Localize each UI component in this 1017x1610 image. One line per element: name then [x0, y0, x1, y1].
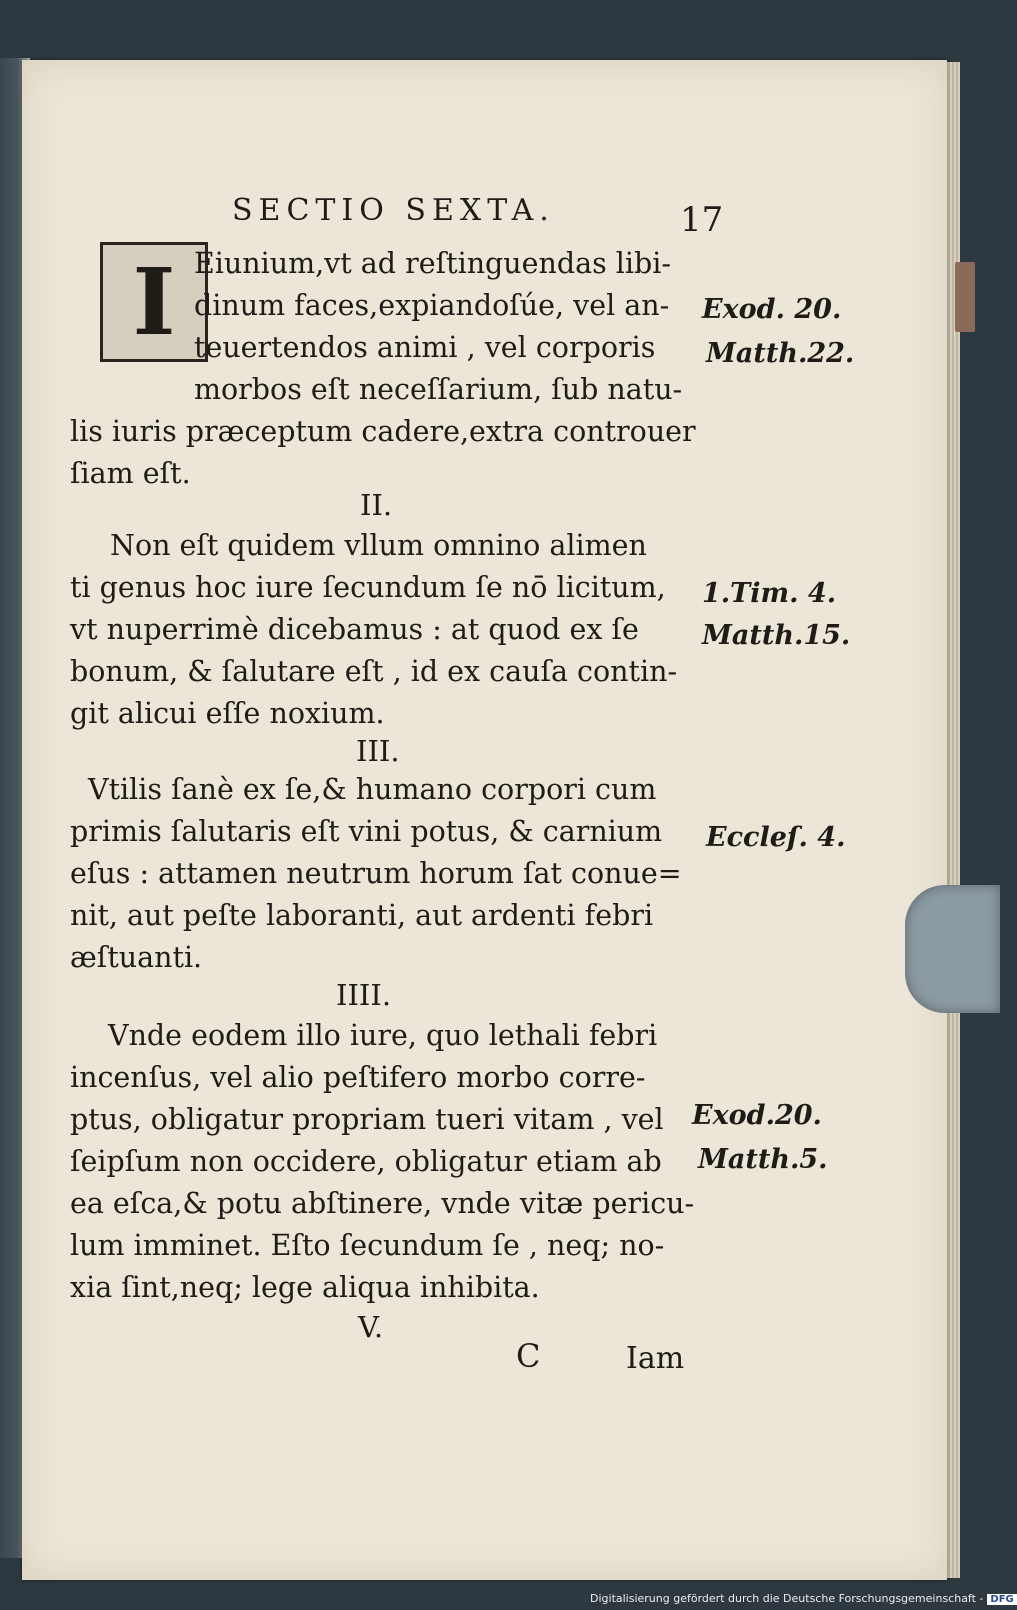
decorated-initial	[100, 242, 208, 362]
marginal-reference: 1.Tim. 4.	[702, 578, 837, 609]
text-line: xia ſint,neq; lege aliqua inhibita.	[70, 1271, 540, 1304]
running-head: SECTIO SEXTA.	[232, 193, 555, 228]
text-line: primis ſalutaris eſt vini potus, & carnium	[70, 815, 663, 848]
text-line: eſus : attamen neutrum horum ſat conue=	[70, 857, 682, 890]
section-number: II.	[360, 488, 393, 522]
text-line: Eiunium,vt ad reſtinguendas libi-	[194, 247, 672, 280]
section-number: IIII.	[336, 978, 392, 1012]
marginal-reference: Matth.5.	[698, 1144, 828, 1175]
marginal-reference: Matth.22.	[706, 338, 855, 369]
text-line: Vtilis ſanè ex ſe,& humano corpori cum	[88, 773, 657, 806]
text-line: git alicui eſſe noxium.	[70, 697, 385, 730]
text-line: teuertendos animi , vel corporis	[194, 331, 656, 364]
catchword: Iam	[626, 1341, 685, 1376]
text-line: bonum, & ſalutare eſt , id ex cauſa contin-	[70, 655, 678, 688]
text-line: morbos eſt neceſſarium, ſub natu-	[194, 373, 683, 406]
page-clip	[905, 885, 1000, 1013]
text-line: vt nuperrimè dicebamus : at quod ex ſe	[70, 613, 639, 646]
marginal-reference: Matth.15.	[702, 620, 851, 651]
footer-credit	[590, 1592, 1017, 1605]
text-line: ea eſca,& potu abſtinere, vnde vitæ pericu-	[70, 1187, 695, 1220]
text-line: ſeipſum non occidere, obligatur etiam ab	[70, 1145, 662, 1178]
footer-credit-text: Digitalisierung gefördert durch die Deutsche Forschungsgemeinschaft -	[590, 1592, 984, 1605]
marginal-reference: Exod.20.	[692, 1100, 822, 1131]
bookmark-tab	[955, 262, 975, 332]
text-line: æſtuanti.	[70, 941, 203, 974]
text-line: lis iuris præceptum cadere,extra controuer	[70, 415, 696, 448]
initial-letter: I	[132, 248, 176, 356]
marginal-reference: Eccleſ. 4.	[706, 822, 846, 853]
marginal-reference: Exod. 20.	[702, 294, 842, 325]
text-line: Vnde eodem illo iure, quo lethali febri	[108, 1019, 658, 1052]
text-line: ptus, obligatur propriam tueri vitam , vel	[70, 1103, 664, 1136]
book-page	[22, 60, 947, 1580]
text-line: ti genus hoc iure ſecundum ſe nō licitum,	[70, 571, 666, 604]
text-line: incenſus, vel alio peſtifero morbo corre-	[70, 1061, 646, 1094]
page-number: 17	[680, 200, 724, 240]
dfg-logo: DFG	[987, 1594, 1016, 1605]
signature-mark: C	[516, 1337, 541, 1375]
text-line: ſiam eſt.	[70, 457, 191, 490]
text-line: Non eſt quidem vllum omnino alimen	[110, 529, 647, 562]
text-line: dinum faces,expiandoſúe, vel an-	[194, 289, 670, 322]
text-line: lum imminet. Eſto ſecundum ſe , neq; no-	[70, 1229, 665, 1262]
section-number: V.	[358, 1310, 384, 1344]
section-number: III.	[356, 734, 400, 768]
text-line: nit, aut peſte laboranti, aut ardenti febri	[70, 899, 654, 932]
